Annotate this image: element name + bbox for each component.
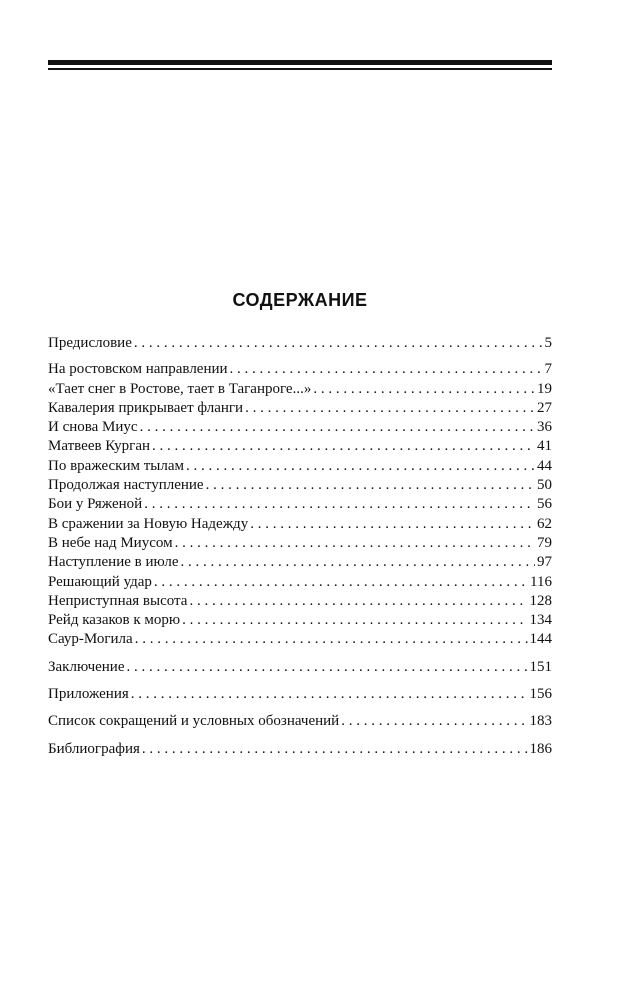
leader-dots xyxy=(142,740,528,759)
toc-entry-label: В небе над Миусом xyxy=(48,534,173,551)
toc-entry-page: 56 xyxy=(537,496,552,513)
leader-dots xyxy=(245,399,535,418)
toc-entry-label: Рейд казаков к морю xyxy=(48,612,181,629)
toc-entry-cossack-raid[interactable] xyxy=(48,611,552,630)
leader-dots xyxy=(144,495,535,514)
leader-dots xyxy=(182,611,527,630)
leader-dots xyxy=(186,457,535,476)
toc-entry-page: 19 xyxy=(537,380,552,397)
toc-entry-page: 5 xyxy=(544,335,552,351)
toc-entry-page: 36 xyxy=(537,419,552,436)
toc-entry-label: Кавалерия прикрывает фланги xyxy=(48,399,244,416)
header-rule-thin xyxy=(48,68,552,70)
toc-entry-label: Решающий удар xyxy=(48,573,152,590)
header-rule-thick xyxy=(48,60,552,65)
toc-entry-matveev-kurgan[interactable] xyxy=(48,437,552,456)
toc-entry-cavalry-flanks[interactable] xyxy=(48,399,552,418)
leader-dots xyxy=(127,658,528,677)
leader-dots xyxy=(341,712,527,731)
leader-dots xyxy=(230,360,543,379)
toc-entry-label: Наступление в июле xyxy=(48,554,179,571)
toc-entry-page: 151 xyxy=(529,658,552,675)
toc-entry-page: 62 xyxy=(537,515,552,532)
leader-dots xyxy=(175,534,535,553)
leader-dots xyxy=(180,553,535,572)
toc-entry-page: 186 xyxy=(529,740,552,757)
toc-entry-page: 44 xyxy=(537,457,552,474)
toc-entry-label: Список сокращений и условных обозначений xyxy=(48,713,340,730)
leader-dots xyxy=(154,573,528,592)
toc-entry-bibliography[interactable] xyxy=(48,740,552,759)
toc-entry-label: В сражении за Новую Надежду xyxy=(48,515,249,532)
toc-entry-label: Приложения xyxy=(48,686,129,703)
toc-entry-label: Библиография xyxy=(48,740,140,757)
leader-dots xyxy=(135,630,528,649)
toc-entry-page: 134 xyxy=(529,612,552,629)
toc-entry-mius-again[interactable] xyxy=(48,418,552,437)
toc-entry-page: 116 xyxy=(530,573,552,590)
toc-entry-label: Заключение xyxy=(48,658,125,675)
toc-entry-decisive-strike[interactable] xyxy=(48,573,552,592)
toc-entry-ryazhenaya-battles[interactable] xyxy=(48,495,552,514)
toc-entry-label: Неприступная высота xyxy=(48,592,188,609)
page-title: СОДЕРЖАНИЕ xyxy=(232,290,368,310)
toc-entry-novaya-nadezhda[interactable] xyxy=(48,515,552,534)
toc-entry-page: 79 xyxy=(537,534,552,551)
table-of-contents xyxy=(48,334,552,759)
toc-entry-page: 41 xyxy=(537,438,552,455)
leader-dots xyxy=(131,685,528,704)
toc-entry-july-offensive[interactable] xyxy=(48,553,552,572)
toc-entry-sky-over-mius[interactable] xyxy=(48,534,552,553)
toc-entry-page: 156 xyxy=(529,686,552,703)
toc-entry-page: 128 xyxy=(529,592,552,609)
leader-dots xyxy=(313,380,535,399)
leader-dots xyxy=(140,418,535,437)
toc-entry-snow-melting[interactable] xyxy=(48,380,552,399)
leader-dots xyxy=(134,334,543,353)
toc-entry-conclusion[interactable] xyxy=(48,658,552,677)
toc-entry-label: «Тает снег в Ростове, тает в Таганроге...» xyxy=(48,380,312,397)
toc-entry-page: 97 xyxy=(537,554,552,571)
toc-entry-preface[interactable] xyxy=(48,334,552,353)
toc-entry-label: Предисловие xyxy=(48,335,132,351)
toc-entry-label: И снова Миус xyxy=(48,419,138,436)
toc-entry-label: По вражеским тылам xyxy=(48,457,185,474)
toc-entry-saur-mogila[interactable] xyxy=(48,630,552,649)
toc-entry-label: Продолжая наступление xyxy=(48,477,204,494)
toc-entry-enemy-rear[interactable] xyxy=(48,457,552,476)
leader-dots xyxy=(189,592,527,611)
toc-entry-rostov-direction[interactable] xyxy=(48,360,552,379)
toc-entry-label: Саур-Могила xyxy=(48,631,133,648)
toc-entry-impregnable-height[interactable] xyxy=(48,592,552,611)
leader-dots xyxy=(250,515,535,534)
toc-entry-label: Бои у Ряженой xyxy=(48,496,143,513)
toc-entry-page: 50 xyxy=(537,477,552,494)
toc-entry-page: 7 xyxy=(544,361,552,378)
toc-entry-abbreviations[interactable] xyxy=(48,712,552,731)
toc-entry-label: Матвеев Курган xyxy=(48,438,151,455)
toc-entry-appendices[interactable] xyxy=(48,685,552,704)
toc-entry-page: 27 xyxy=(537,399,552,416)
toc-entry-continuing-offensive[interactable] xyxy=(48,476,552,495)
leader-dots xyxy=(152,437,535,456)
toc-entry-label: На ростовском направлении xyxy=(48,361,228,378)
toc-entry-page: 183 xyxy=(529,713,552,730)
toc-entry-page: 144 xyxy=(529,631,552,648)
leader-dots xyxy=(206,476,535,495)
